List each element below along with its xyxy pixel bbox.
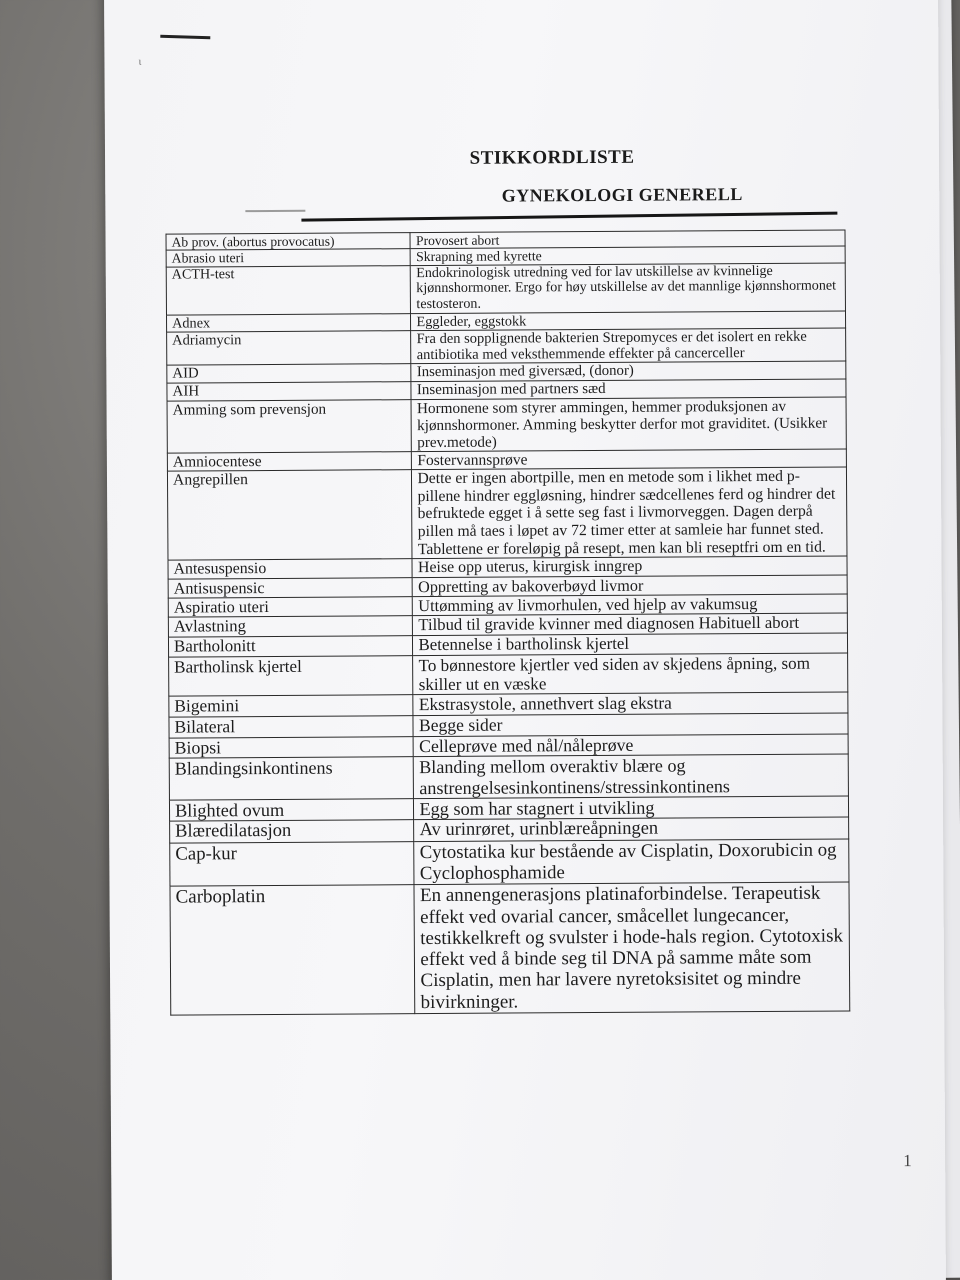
definition-cell: Egg som har stagnert i utvikling xyxy=(414,796,849,820)
table-row xyxy=(170,839,849,886)
term-cell: Blandingsinkontinens xyxy=(169,757,414,800)
definition-cell: Skrapning med kyrette xyxy=(411,246,846,265)
term-cell: Angrepillen xyxy=(167,470,412,560)
table-row xyxy=(166,263,845,315)
title-underline xyxy=(301,212,837,222)
term-cell: Ab prov. (abortus provocatus) xyxy=(166,233,411,251)
definition-cell: Av urinrøret, urinblæreåpningen xyxy=(414,817,849,841)
definition-cell: Inseminasjon med partners sæd xyxy=(411,379,846,399)
table-row xyxy=(167,467,847,560)
term-cell: Adnex xyxy=(166,314,411,332)
term-cell: Amming som prevensjon xyxy=(167,399,412,453)
document-title: STIKKORDLISTE xyxy=(469,146,635,169)
definition-cell: Inseminasjon med giversæd, (donor) xyxy=(411,361,846,381)
table-row xyxy=(167,397,846,453)
term-cell: Carboplatin xyxy=(170,885,415,1015)
pen-mark xyxy=(160,35,210,39)
definition-cell: Celleprøve med nål/nåleprøve xyxy=(414,734,849,758)
definition-cell: Blanding mellom overaktiv blære og anstrengelsesinkontinens/stressinkontinens xyxy=(414,754,849,798)
term-cell: Bartholinsk kjertel xyxy=(169,656,414,697)
corner-speck: ι xyxy=(138,55,142,68)
definition-cell: Begge sider xyxy=(413,713,848,736)
definition-cell: Provosert abort xyxy=(410,230,845,249)
term-cell: Bartholonitt xyxy=(168,636,413,657)
term-cell: Biopsi xyxy=(169,736,414,758)
term-cell: Avlastning xyxy=(168,616,413,637)
term-cell: Blighted ovum xyxy=(169,799,414,822)
term-cell: Antesuspensio xyxy=(168,559,413,579)
document-page xyxy=(104,0,946,1280)
term-cell: ACTH-test xyxy=(166,265,411,315)
definition-cell: To bønnestore kjertler ved siden av skjedens åpning, som skiller ut en væske xyxy=(413,653,848,695)
term-cell: Cap-kur xyxy=(170,842,415,887)
table-row xyxy=(169,754,848,800)
definition-cell: En annengenerasjons platinaforbindelse. Terapeutisk effekt ved ovarial cancer, småcellet lungecancer, testikkelkreft og svulster i hode-hals region. Cytotoxisk effekt ved å binde seg til DNA på samme måte som Cisplatin, men har lavere nyretoksisitet og mindre bivirkninger. xyxy=(414,882,849,1013)
definition-cell: Tilbud til gravide kvinner med diagnosen Habituell abort xyxy=(413,613,848,635)
definition-cell: Oppretting av bakoverbøyd livmor xyxy=(413,575,848,597)
term-cell: AIH xyxy=(167,382,412,401)
definition-cell: Ekstrasystole, annethvert slag ekstra xyxy=(413,692,848,715)
table-row xyxy=(170,882,850,1015)
page-number: 1 xyxy=(903,1151,912,1171)
faint-rule xyxy=(245,210,305,212)
definition-cell: Betennelse i bartholinsk kjertel xyxy=(413,633,848,656)
glossary-table xyxy=(166,229,851,1015)
term-cell: Abrasio uteri xyxy=(166,249,411,267)
definition-cell: Hormonene som styrer ammingen, hemmer produksjonen av kjønnshormoner. Amming beskytter derfor mot graviditet. (Usikker prev.metode) xyxy=(411,397,846,452)
definition-cell: Uttømming av livmorhulen, ved hjelp av vakumsug xyxy=(413,594,848,616)
term-cell: Antisuspensic xyxy=(168,578,413,599)
glossary-table-wrap xyxy=(166,229,851,1015)
term-cell: Blæredilatasjon xyxy=(170,820,415,843)
term-cell: AID xyxy=(167,364,412,383)
definition-cell: Eggleder, eggstokk xyxy=(411,311,846,331)
definition-cell: Heise opp uterus, kirurgisk inngrep xyxy=(412,556,847,577)
definition-cell: Endokrinologisk utredning ved for lav utskillelse av kvinnelige kjønnshormoner. Ergo for høy utskillelse av det mannlige kjønnshormonet testosteron. xyxy=(411,263,846,314)
definition-cell: Fra den sopplignende bakterien Strepomyces er det isolert en rekke antibiotika med veksthemmende effekter på cancerceller xyxy=(411,328,846,364)
glossary-body xyxy=(166,230,850,1015)
term-cell: Bigemini xyxy=(169,695,414,717)
document-subtitle: GYNEKOLOGI GENERELL xyxy=(501,184,743,206)
table-row xyxy=(167,328,846,366)
term-cell: Adriamycin xyxy=(167,331,412,366)
definition-cell: Dette er ingen abortpille, men en metode som i likhet med p-pillene hindrer eggløsning, hindrer sædcellenes ferd og hindrer det befruktede egget i å sette seg fast i livmorveggen. Dagen derpå pillen må taes i løpet av 72 timer etter at samleie har funnet sted. Tablettene er foreløpig på resept, men kan bli reseptfri om en tid. xyxy=(412,467,847,559)
table-row xyxy=(169,653,848,696)
term-cell: Bilateral xyxy=(169,715,414,737)
definition-cell: Fostervannsprøve xyxy=(412,449,847,470)
term-cell: Aspiratio uteri xyxy=(168,597,413,618)
term-cell: Amniocentese xyxy=(167,452,412,472)
definition-cell: Cytostatika kur bestående av Cisplatin, Doxorubicin og Cyclophosphamide xyxy=(414,839,849,885)
